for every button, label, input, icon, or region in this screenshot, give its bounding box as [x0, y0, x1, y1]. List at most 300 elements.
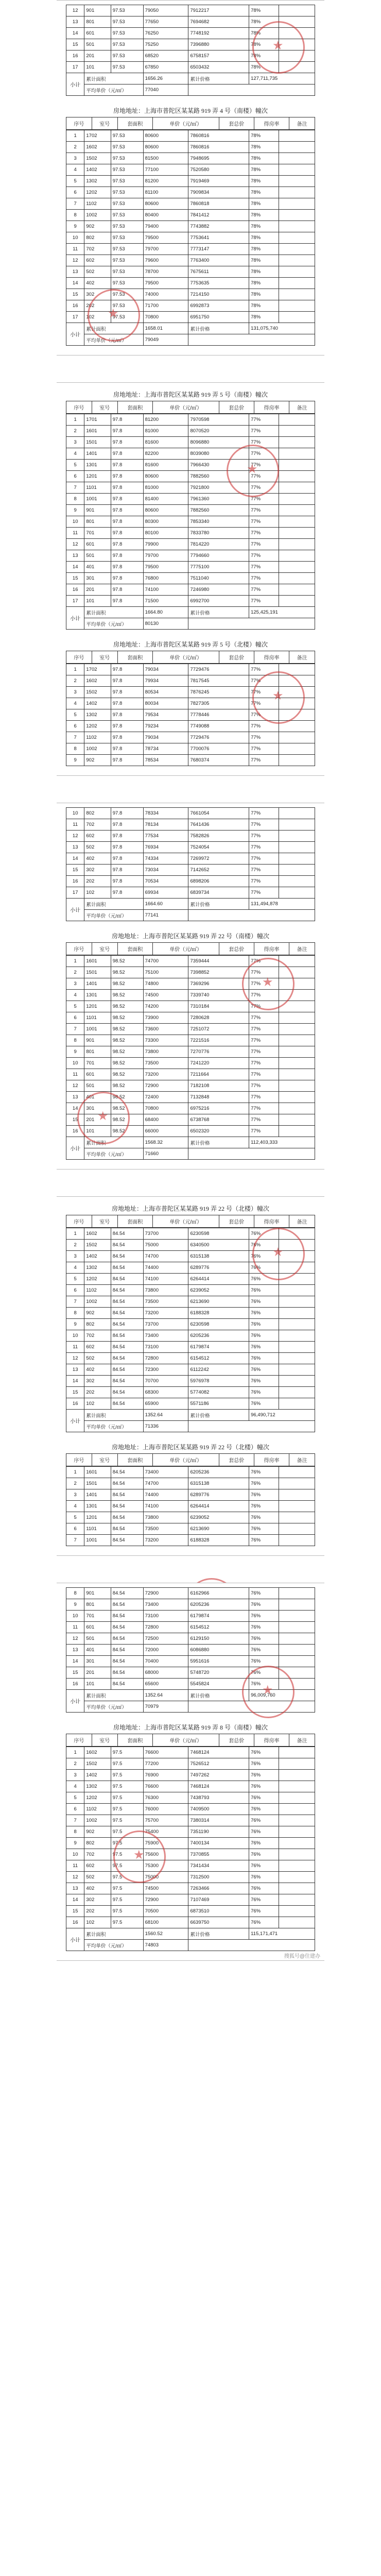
table-cell: 101 [84, 62, 111, 73]
table-cell: 3 [66, 687, 84, 698]
table-cell: 1601 [84, 956, 111, 967]
table-cell: 72800 [143, 1353, 188, 1364]
section-title: 房地地址：上海市普陀区某某路 919 弄 5 号（北楼）幢次 [113, 641, 268, 648]
official-seal [227, 445, 279, 497]
table-cell: 78% [249, 312, 279, 323]
summary-empty [188, 1421, 315, 1432]
table-cell: 98.52 [111, 1001, 143, 1012]
table-cell: 7853340 [188, 516, 249, 528]
table-cell: 98.52 [111, 956, 143, 967]
table-cell [279, 1599, 315, 1611]
table-cell: 5 [66, 460, 84, 471]
column-header: 序号 [66, 1454, 92, 1466]
table-cell: 7468124 [188, 1781, 249, 1792]
table-cell: 7661054 [188, 808, 249, 819]
table-cell: 75300 [143, 1860, 188, 1872]
table-cell: 77650 [143, 16, 188, 28]
table-cell: 5 [66, 1001, 84, 1012]
table-cell [279, 573, 315, 584]
table-cell: 77% [249, 853, 279, 865]
table-cell [279, 244, 315, 255]
summary-empty [188, 1148, 315, 1160]
table-cell: 73500 [143, 1296, 188, 1308]
table-cell: 1001 [84, 1535, 111, 1546]
table-cell [279, 562, 315, 573]
table-cell: 73400 [143, 1330, 188, 1342]
table-cell: 1302 [84, 1262, 111, 1274]
table-cell: 6 [66, 721, 84, 732]
table-cell: 78% [249, 232, 279, 244]
table-cell: 7 [66, 1535, 84, 1546]
table-cell: 84.54 [111, 1274, 143, 1285]
subtotal-label: 小计 [66, 73, 84, 96]
table-cell: 202 [84, 1906, 111, 1917]
table-cell: 68100 [143, 1917, 188, 1928]
table-cell: 7520580 [188, 164, 249, 176]
table-cell: 7312500 [188, 1872, 249, 1883]
column-header: 套总价 [219, 651, 254, 664]
table-cell: 6340500 [188, 1240, 249, 1251]
table-cell [279, 221, 315, 232]
table-cell [279, 1330, 315, 1342]
table-cell: 80100 [143, 528, 188, 539]
table-cell: 77% [249, 550, 279, 562]
table-cell: 68520 [143, 50, 188, 62]
table-cell: 1601 [84, 426, 111, 437]
table-cell: 76% [249, 1849, 279, 1860]
table-cell [279, 130, 315, 142]
table-cell: 78% [249, 278, 279, 289]
table-cell: 12 [66, 539, 84, 550]
table-cell: 73800 [143, 1046, 188, 1058]
table-cell: 1001 [84, 1024, 111, 1035]
table-cell [279, 887, 315, 899]
table-cell [279, 1308, 315, 1319]
table-cell: 202 [84, 300, 111, 312]
price-section [57, 1443, 324, 1546]
table-cell: 98.52 [111, 1069, 143, 1080]
table-row [66, 1894, 315, 1906]
table-cell: 97.8 [111, 528, 143, 539]
table-cell: 6162966 [188, 1588, 249, 1599]
summary-row [66, 1940, 315, 1951]
table-cell: 6738768 [188, 1114, 249, 1126]
table-cell: 77% [249, 698, 279, 709]
table-cell: 7966430 [188, 460, 249, 471]
table-cell: 8039080 [188, 448, 249, 460]
subtotal-label: 小计 [66, 1928, 84, 1951]
table-cell: 1 [66, 130, 84, 142]
table-row [66, 1296, 315, 1308]
table-cell: 76% [249, 1364, 279, 1376]
table-cell: 77% [249, 539, 279, 550]
table-cell: 77% [249, 426, 279, 437]
table-cell: 73700 [143, 1228, 188, 1240]
table-row [66, 1758, 315, 1770]
table-cell: 76250 [143, 28, 188, 39]
table-cell: 77200 [143, 1758, 188, 1770]
table-row [66, 1376, 315, 1387]
table-cell: 1401 [84, 448, 111, 460]
table-cell: 11 [66, 819, 84, 831]
table-cell: 76% [249, 1611, 279, 1622]
table-row [66, 1599, 315, 1611]
table-cell: 97.5 [111, 1804, 143, 1815]
table-cell [279, 278, 315, 289]
table-cell: 76% [249, 1679, 279, 1690]
table-cell: 78% [249, 164, 279, 176]
table-cell: 72900 [143, 1894, 188, 1906]
table-cell: 77% [249, 494, 279, 505]
table-cell: 7970598 [188, 414, 249, 426]
table-row [66, 550, 315, 562]
table-cell: 77% [249, 460, 279, 471]
table-cell: 70800 [143, 1103, 188, 1114]
column-header: 得房率 [254, 1454, 289, 1466]
table-cell: 84.54 [111, 1228, 143, 1240]
table-cell: 76% [249, 1860, 279, 1872]
table-cell: 801 [84, 1599, 111, 1611]
table-cell: 201 [84, 50, 111, 62]
table-cell: 77% [249, 887, 279, 899]
table-cell: 76% [249, 1906, 279, 1917]
column-header: 单价（元/㎡） [152, 651, 219, 664]
table-cell: 80300 [143, 516, 188, 528]
table-cell: 77% [249, 482, 279, 494]
table-cell: 201 [84, 1114, 111, 1126]
column-header: 套面积 [117, 1734, 152, 1747]
table-cell: 76% [249, 1376, 279, 1387]
table-cell: 801 [84, 516, 111, 528]
table-cell: 84.54 [111, 1398, 143, 1410]
table-cell: 98.52 [111, 1046, 143, 1058]
column-header: 序号 [66, 943, 92, 955]
table-cell: 76% [249, 1758, 279, 1770]
table-cell: 97.53 [111, 62, 143, 73]
table-cell: 76% [249, 1262, 279, 1274]
table-cell [279, 164, 315, 176]
table-cell: 97.53 [111, 16, 143, 28]
table-row [66, 887, 315, 899]
table-cell: 7 [66, 1024, 84, 1035]
page-sheet [57, 1196, 324, 1556]
table-cell: 1502 [84, 687, 111, 698]
table-cell: 79600 [143, 255, 188, 266]
table-cell: 7369296 [188, 978, 249, 990]
table-cell: 84.54 [111, 1308, 143, 1319]
table-cell: 72500 [143, 1633, 188, 1645]
table-row [66, 1611, 315, 1622]
table-cell: 402 [84, 1364, 111, 1376]
table-cell: 77% [249, 675, 279, 687]
table-cell: 5545824 [188, 1679, 249, 1690]
table-cell: 1402 [84, 1770, 111, 1781]
table-cell: 78534 [143, 755, 188, 766]
column-header: 套面积 [117, 651, 152, 664]
column-header: 得房率 [254, 401, 289, 414]
table-cell: 1102 [84, 1285, 111, 1296]
table-cell: 79534 [143, 709, 188, 721]
table-cell: 6975216 [188, 1103, 249, 1114]
table-cell: 7310184 [188, 1001, 249, 1012]
table-row [66, 198, 315, 210]
summary-row [66, 1410, 315, 1421]
table-cell [279, 255, 315, 266]
table-row [66, 278, 315, 289]
table-cell: 702 [84, 244, 111, 255]
table-cell: 82200 [143, 448, 188, 460]
table-row [66, 1330, 315, 1342]
table-cell: 302 [84, 1894, 111, 1906]
section-title: 房地地址：上海市普陀区某某路 919 弄 22 号（南楼）幢次 [111, 933, 269, 940]
table-cell: 76% [249, 1588, 279, 1599]
table-cell: 77% [249, 990, 279, 1001]
table-cell: 601 [84, 28, 111, 39]
table-cell: 81600 [143, 460, 188, 471]
table-cell: 76% [249, 1387, 279, 1398]
table-cell: 5 [66, 1512, 84, 1523]
table-cell: 6264414 [188, 1501, 249, 1512]
table-cell: 71500 [143, 596, 188, 607]
table-cell: 6230598 [188, 1228, 249, 1240]
table-cell: 13 [66, 550, 84, 562]
table-cell: 7921800 [188, 482, 249, 494]
table-cell: 16 [66, 50, 84, 62]
summary-label: 累计面积 [84, 899, 143, 910]
table-row [66, 255, 315, 266]
table-cell: 97.8 [111, 460, 143, 471]
table-cell: 702 [84, 1330, 111, 1342]
summary-row [66, 1421, 315, 1432]
table-cell [279, 1342, 315, 1353]
table-cell [279, 539, 315, 550]
table-cell: 2 [66, 967, 84, 978]
table-cell: 1101 [84, 482, 111, 494]
summary-value: 127,711,735 [249, 73, 315, 84]
table-cell: 84.54 [111, 1467, 143, 1478]
table-cell: 7400134 [188, 1838, 249, 1849]
table-cell: 77% [249, 1114, 279, 1126]
table-cell: 7876245 [188, 687, 249, 698]
column-header: 备注 [289, 1215, 315, 1228]
table-cell: 97.53 [111, 289, 143, 300]
table-cell [279, 1501, 315, 1512]
table-cell: 1102 [84, 198, 111, 210]
table-cell: 73100 [143, 1611, 188, 1622]
table-cell: 701 [84, 1611, 111, 1622]
table-cell [279, 1467, 315, 1478]
table-cell: 73200 [143, 1535, 188, 1546]
table-cell [279, 176, 315, 187]
table-cell: 84.54 [111, 1645, 143, 1656]
official-seal [113, 1831, 166, 1883]
table-cell: 76% [249, 1917, 279, 1928]
table-cell [279, 516, 315, 528]
table-row [66, 1353, 315, 1364]
table-cell [279, 142, 315, 153]
column-header: 备注 [289, 401, 315, 414]
summary-row [66, 910, 315, 921]
table-cell: 7763400 [188, 255, 249, 266]
table-cell: 3 [66, 1251, 84, 1262]
table-cell: 7211664 [188, 1069, 249, 1080]
table-cell: 6188328 [188, 1308, 249, 1319]
table-cell [279, 1376, 315, 1387]
table-cell: 7582826 [188, 831, 249, 842]
table-cell: 5 [66, 709, 84, 721]
table-cell: 5 [66, 1792, 84, 1804]
table-cell: 4 [66, 990, 84, 1001]
table-cell: 81100 [143, 187, 188, 198]
table-cell: 7882560 [188, 471, 249, 482]
table-cell: 15 [66, 289, 84, 300]
table-cell: 84.54 [111, 1622, 143, 1633]
table-cell: 802 [84, 232, 111, 244]
table-cell: 7269972 [188, 853, 249, 865]
table-cell: 77% [249, 414, 279, 426]
table-row [66, 176, 315, 187]
table-cell [279, 1012, 315, 1024]
table-cell: 5571186 [188, 1398, 249, 1410]
table-cell: 6179874 [188, 1611, 249, 1622]
table-cell: 97.5 [111, 1758, 143, 1770]
table-cell [279, 460, 315, 471]
table-row [66, 819, 315, 831]
table-cell: 7214150 [188, 289, 249, 300]
table-cell: 13 [66, 842, 84, 853]
summary-empty [188, 84, 315, 96]
table-cell: 97.8 [111, 709, 143, 721]
table-cell: 98.52 [111, 1114, 143, 1126]
table-cell: 78% [249, 16, 279, 28]
table-cell: 97.8 [111, 755, 143, 766]
table-cell: 76% [249, 1274, 279, 1285]
table-cell: 77% [249, 1024, 279, 1035]
summary-label: 累计面积 [84, 73, 143, 84]
table-cell: 76% [249, 1308, 279, 1319]
table-cell [279, 842, 315, 853]
table-row [66, 539, 315, 550]
column-header: 单价（元/㎡） [152, 943, 219, 955]
table-cell: 6 [66, 471, 84, 482]
summary-value: 96,009,760 [249, 1690, 315, 1701]
subtotal-label: 小计 [66, 1410, 84, 1432]
table-cell: 17 [66, 312, 84, 323]
summary-value: 77040 [143, 84, 188, 96]
table-row [66, 1849, 315, 1860]
header-row [66, 1734, 315, 1747]
table-cell: 77% [249, 842, 279, 853]
table-cell: 13 [66, 266, 84, 278]
table-cell [279, 1611, 315, 1622]
table-cell: 76% [249, 1240, 279, 1251]
price-section [57, 807, 324, 921]
table-cell: 97.53 [111, 198, 143, 210]
table-cell [279, 414, 315, 426]
column-header: 备注 [289, 943, 315, 955]
table-cell: 97.5 [111, 1792, 143, 1804]
table-cell: 5748720 [188, 1667, 249, 1679]
table-cell: 13 [66, 1883, 84, 1894]
table-cell: 1202 [84, 187, 111, 198]
table-cell: 1 [66, 664, 84, 675]
summary-value: 96,490,712 [249, 1410, 315, 1421]
table-cell: 502 [84, 1353, 111, 1364]
column-header: 套总价 [219, 1215, 254, 1228]
table-cell: 901 [84, 1588, 111, 1599]
table-cell: 401 [84, 1092, 111, 1103]
table-cell [279, 743, 315, 755]
table-cell: 11 [66, 1622, 84, 1633]
table-cell: 78700 [143, 266, 188, 278]
table-cell: 1002 [84, 1815, 111, 1826]
table-cell: 301 [84, 573, 111, 584]
summary-value: 1352.64 [143, 1410, 188, 1421]
table-cell: 1 [66, 1747, 84, 1758]
table-cell: 97.53 [111, 255, 143, 266]
table-cell: 802 [84, 1319, 111, 1330]
table-cell: 4 [66, 1262, 84, 1274]
table-cell: 97.53 [111, 232, 143, 244]
table-row [66, 1633, 315, 1645]
table-cell: 75700 [143, 1815, 188, 1826]
table-cell: 73600 [143, 1024, 188, 1035]
table-cell: 6873510 [188, 1906, 249, 1917]
table-cell: 73200 [143, 1308, 188, 1319]
table-cell: 202 [84, 1387, 111, 1398]
table-cell: 5976978 [188, 1376, 249, 1387]
table-cell [279, 471, 315, 482]
table-row [66, 1883, 315, 1894]
table-cell [279, 1906, 315, 1917]
table-cell: 13 [66, 1645, 84, 1656]
table-row [66, 1535, 315, 1546]
table-cell: 78% [249, 198, 279, 210]
table-cell: 76% [249, 1770, 279, 1781]
table-row [66, 1024, 315, 1035]
table-row [66, 1478, 315, 1489]
column-header: 备注 [289, 1734, 315, 1747]
table-cell [279, 482, 315, 494]
table-cell: 13 [66, 1364, 84, 1376]
table-cell [279, 1489, 315, 1501]
column-header: 得房率 [254, 1734, 289, 1747]
table-cell: 1501 [84, 1478, 111, 1489]
column-header: 序号 [66, 401, 92, 414]
table-cell: 7743882 [188, 221, 249, 232]
table-cell: 1 [66, 956, 84, 967]
table-row [66, 1622, 315, 1633]
table-cell: 76% [249, 1826, 279, 1838]
table-cell: 77% [249, 865, 279, 876]
table-cell: 78% [249, 142, 279, 153]
table-cell: 1 [66, 414, 84, 426]
table-cell: 101 [84, 596, 111, 607]
table-row [66, 1815, 315, 1826]
table-cell: 2 [66, 426, 84, 437]
table-cell: 1202 [84, 1274, 111, 1285]
table-cell: 76% [249, 1747, 279, 1758]
table-cell [279, 755, 315, 766]
table-row [66, 573, 315, 584]
table-cell: 73700 [143, 1319, 188, 1330]
table-cell [279, 876, 315, 887]
table-cell: 77% [249, 743, 279, 755]
table-row [66, 1770, 315, 1781]
table-cell: 77% [249, 1103, 279, 1114]
table-cell: 7359444 [188, 956, 249, 967]
table-cell: 901 [84, 505, 111, 516]
